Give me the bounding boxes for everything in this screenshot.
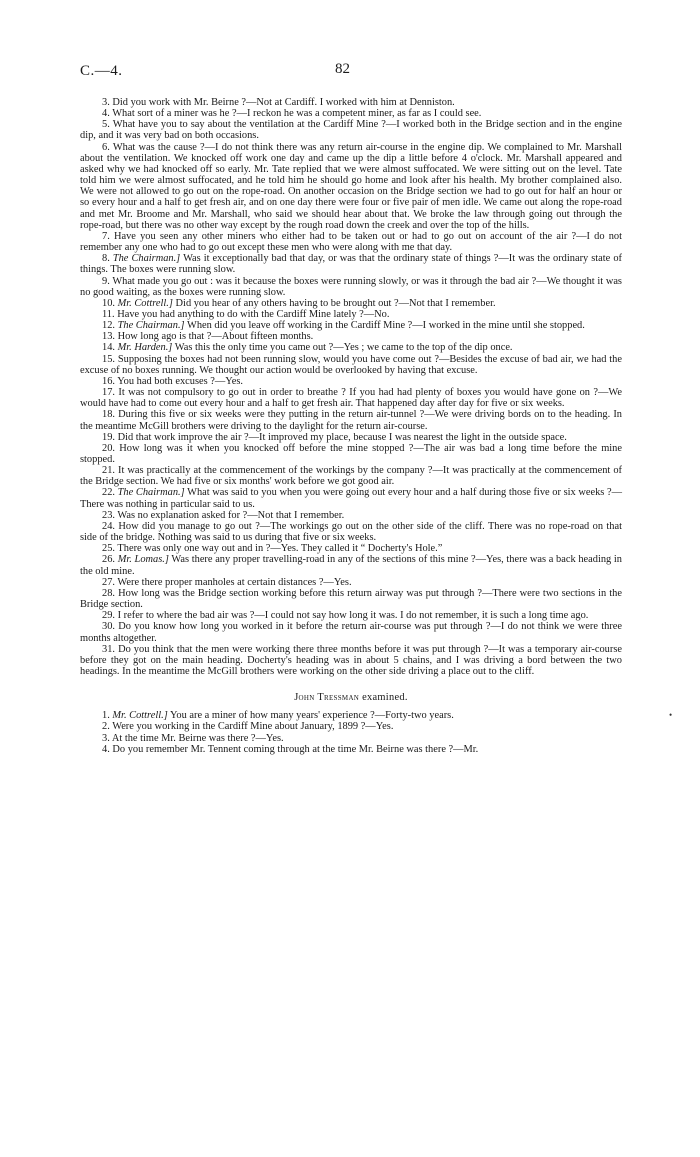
question-paragraph xyxy=(80,733,622,744)
question-text: How long ago is that ?—About fifteen months. xyxy=(117,331,314,343)
page-header xyxy=(80,60,620,80)
question-text: You had both excuses ?—Yes. xyxy=(117,375,243,387)
question-number: 18. xyxy=(102,409,115,421)
testimony-section-2 xyxy=(80,710,622,755)
speaker-label: Mr. Cottrell.] xyxy=(112,710,168,722)
question-text: It was not compulsory to go out in order to breathe ? If you had had plenty of boxes you would have gone on ?—We would have had to come out every hour and a half to get fresh air. That happened day after day for five or six weeks. xyxy=(80,387,622,410)
question-paragraph xyxy=(80,342,622,353)
question-text: Have you had anything to do with the Cardiff Mine lately ?—No. xyxy=(117,308,390,320)
question-text: How did you manage to go out ?—The workings go out on the other side of the cliff. There was no rope-road on that side of the bridge. Nothing was said to us during that five or six weeks. xyxy=(80,520,622,544)
speaker-label: Mr. Lomas.] xyxy=(117,554,169,566)
question-paragraph xyxy=(80,119,622,141)
page-number: 82 xyxy=(335,61,350,77)
question-paragraph xyxy=(80,276,622,298)
question-paragraph xyxy=(80,744,622,755)
question-paragraph xyxy=(80,142,622,231)
question-paragraph xyxy=(80,331,622,342)
question-text: Have you seen any other miners who either had to be taken out or had to go out on account of the air ?—I do not remember any one who had to go out except these men who were along with me that day. xyxy=(80,230,622,254)
question-number: 2. xyxy=(102,721,110,733)
question-paragraph xyxy=(80,387,622,409)
speaker-label: The Chairman.] xyxy=(112,253,181,265)
question-text: At the time Mr. Beirne was there ?—Yes. xyxy=(111,732,284,744)
question-text: Do you know how long you worked in it before the return air-course was put through ?—I do not think we were three months altogether. xyxy=(80,621,622,644)
question-number: 1. xyxy=(102,710,110,722)
question-number: 30. xyxy=(102,621,115,633)
question-text: Were you working in the Cardiff Mine about January, 1899 ?—Yes. xyxy=(112,721,394,733)
question-number: 13. xyxy=(102,331,115,343)
question-number: 20. xyxy=(102,442,115,454)
question-number: 7. xyxy=(102,230,110,242)
question-paragraph xyxy=(80,309,622,320)
question-number: 5. xyxy=(102,119,110,131)
question-paragraph xyxy=(80,610,622,621)
question-text: You are a miner of how many years' experience ?—Forty-two years. xyxy=(169,710,454,722)
question-number: 26. xyxy=(102,554,115,566)
question-text: Were there proper manholes at certain distances ?—Yes. xyxy=(117,576,352,588)
question-paragraph xyxy=(80,521,622,543)
question-number: 29. xyxy=(102,610,115,622)
testimony-section-1 xyxy=(80,97,622,677)
question-paragraph xyxy=(80,710,622,721)
question-paragraph xyxy=(80,487,622,509)
question-paragraph xyxy=(80,97,622,108)
document-reference: C.—4. xyxy=(80,63,123,79)
question-text: It was practically at the commencement of the workings by the company ?—It was practically at the commencement of the Bridge section. We had five or six months' work before we got good air. xyxy=(80,465,622,488)
question-number: 31. xyxy=(102,643,115,655)
question-text: What sort of a miner was he ?—I reckon he was a competent miner, as far as I could see. xyxy=(112,108,482,120)
question-paragraph xyxy=(80,108,622,119)
question-text: Was no explanation asked for ?—Not that I remember. xyxy=(117,509,345,521)
question-text: Did you hear of any others having to be brought out ?—Not that I remember. xyxy=(175,297,496,309)
question-paragraph xyxy=(80,554,622,576)
question-text: Do you think that the men were working there three months before it was put through ?—It was a temporary air-course before they got on the main heading. Docherty's heading was in about 5 chains, and I was driving a bord between the two headings. In the meantime the McGill brothers were working on the other side driving a place out to the cliff. xyxy=(80,643,622,677)
question-text: What have you to say about the ventilation at the Cardiff Mine ?—I worked both in the Bridge section and in the engine dip, and it was very bad on both occasions. xyxy=(80,119,622,142)
question-number: 22. xyxy=(102,487,115,499)
question-paragraph xyxy=(80,432,622,443)
question-text: What made you go out : was it because the boxes were running slowly, or was it through the bad air ?—We thought it was no good waiting, as the boxes were running slow. xyxy=(80,275,622,298)
question-text: Did that work improve the air ?—It improved my place, because I was nearest the light in the outside space. xyxy=(117,431,567,443)
question-paragraph xyxy=(80,721,622,732)
speaker-label: Mr. Cottrell.] xyxy=(117,297,173,309)
question-number: 8. xyxy=(102,253,110,265)
question-number: 19. xyxy=(102,431,115,443)
question-paragraph xyxy=(80,465,622,487)
question-text: During this five or six weeks were they putting in the return air-tunnel ?—We were driving bords on to the heading. In the meantime McGill brothers were driving to the daylight for the return air-course. xyxy=(80,409,622,432)
question-text: Supposing the boxes had not been running slow, would you have come out ?—Besides the excuse of bad air, we had the excuse of no boxes running. We thought our action would be overlooked by having that excuse. xyxy=(80,353,622,376)
speaker-label: Mr. Harden.] xyxy=(117,342,173,354)
question-paragraph xyxy=(80,443,622,465)
question-number: 12. xyxy=(102,320,115,332)
question-number: 28. xyxy=(102,587,115,599)
question-text: When did you leave off working in the Cardiff Mine ?—I worked in the mine until she stopped. xyxy=(187,320,585,332)
question-number: 3. xyxy=(102,732,110,744)
speaker-label: The Chairman.] xyxy=(117,487,185,499)
question-number: 10. xyxy=(102,297,115,309)
question-text: How long was it when you knocked off before the mine stopped ?—The air was bad a long time before the mine stopped. xyxy=(80,442,622,465)
question-paragraph xyxy=(80,298,622,309)
question-text: Do you remember Mr. Tennent coming through at the time Mr. Beirne was there ?—Mr. xyxy=(112,743,479,755)
question-text: I refer to where the bad air was ?—I could not say how long it was. I do not remember, it is such a long time ago. xyxy=(117,610,589,622)
question-paragraph xyxy=(80,409,622,431)
question-text: Did you work with Mr. Beirne ?—Not at Cardiff. I worked with him at Denniston. xyxy=(112,97,455,108)
question-paragraph xyxy=(80,621,622,643)
question-paragraph xyxy=(80,231,622,253)
question-text: Was there any proper travelling-road in any of the sections of this mine ?—Yes, there was a back heading in the old mine. xyxy=(80,554,622,577)
question-number: 6. xyxy=(102,141,110,153)
question-text: Was this the only time you came out ?—Yes ; we came to the top of the dip once. xyxy=(174,342,513,354)
question-number: 3. xyxy=(102,97,110,108)
question-text: How long was the Bridge section working before this return airway was put through ?—There were two sections in the Bridge section. xyxy=(80,587,622,611)
question-paragraph xyxy=(80,376,622,387)
question-number: 21. xyxy=(102,465,115,477)
question-number: 16. xyxy=(102,375,115,387)
evidence-text xyxy=(80,97,622,755)
question-text: Was it exceptionally bad that day, or was that the ordinary state of things ?—It was the ordinary state of things. The boxes were running slow. xyxy=(80,253,622,276)
speaker-label: The Chairman.] xyxy=(117,320,185,332)
question-paragraph xyxy=(80,543,622,554)
question-number: 15. xyxy=(102,353,115,365)
question-text: There was only one way out and in ?—Yes. They called it “ Docherty's Hole.” xyxy=(117,543,443,555)
question-paragraph xyxy=(80,644,622,677)
witness-examined: examined. xyxy=(362,692,408,704)
question-number: 27. xyxy=(102,576,115,588)
question-number: 11. xyxy=(102,308,115,320)
question-number: 24. xyxy=(102,520,115,532)
question-number: 23. xyxy=(102,509,115,521)
question-number: 9. xyxy=(102,275,110,287)
question-number: 4. xyxy=(102,108,110,120)
question-paragraph xyxy=(80,320,622,331)
question-paragraph xyxy=(80,354,622,376)
question-number: 14. xyxy=(102,342,115,354)
question-number: 17. xyxy=(102,387,115,399)
question-paragraph xyxy=(80,577,622,588)
question-number: 4. xyxy=(102,743,110,755)
witness-heading xyxy=(80,692,622,703)
margin-mark: • xyxy=(669,710,673,720)
witness-name: John Tressman xyxy=(294,692,360,704)
question-paragraph xyxy=(80,253,622,275)
question-text: What was said to you when you were going out every hour and a half during those five or six weeks ?—There was nothing in particular said to us. xyxy=(80,487,622,510)
question-paragraph xyxy=(80,510,622,521)
question-paragraph xyxy=(80,588,622,610)
question-number: 25. xyxy=(102,543,115,555)
question-text: What was the cause ?—I do not think there was any return air-course in the engine dip. We complained to Mr. Marshall about the ventilation. We knocked off work one day and came up the dip a little before 4 o'clock. Mr. Marshall appeared and asked why we had knocked off so early. Mr. Tate replied that we were almost suffocated. We were sitting out on the level. Tate told him we were almost suffocated, and he told him he should go home and look after his health. My brother complained also. We were not allowed to go out on the rope-road. On another occasion on the Bridge section we had to go out for half an hour or so every hour and a half to get fresh air, and on one day there were four or five pair of men idle. We came out along the rope-road and met Mr. Broome and Mr. Marshall, who said we should hear about that. We broke the law through going out through the rope-road, but there was no other way except by the rough road down the creek and over the top of the hills. xyxy=(80,141,622,231)
